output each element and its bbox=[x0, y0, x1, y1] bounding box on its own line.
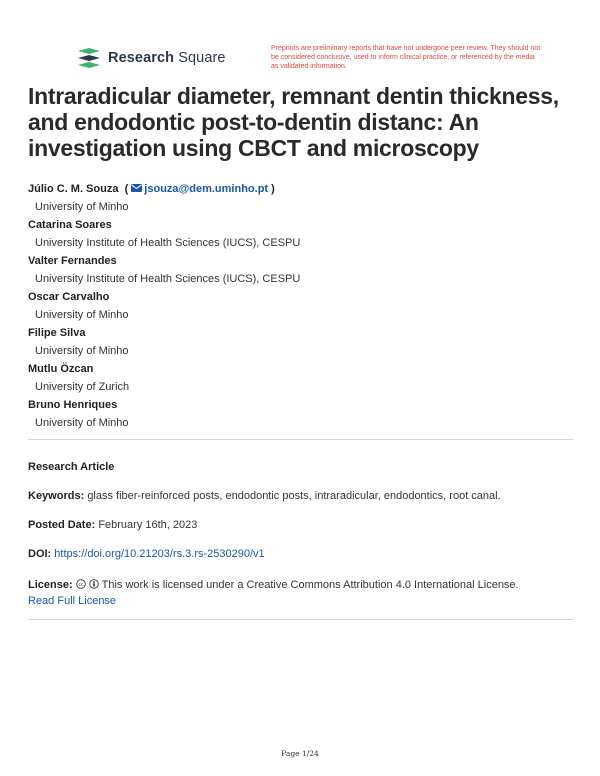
author-email-link[interactable]: jsouza@dem.uminho.pt bbox=[144, 183, 269, 195]
author-name: Oscar Carvalho bbox=[28, 291, 110, 303]
logo-text: Research Square bbox=[108, 50, 226, 66]
author-name: Valter Fernandes bbox=[28, 255, 117, 267]
article-type: Research Article bbox=[28, 461, 115, 473]
author-name: Júlio C. M. Souza ( jsouza@dem.uminho.pt ) bbox=[28, 183, 275, 195]
author-list bbox=[28, 180, 573, 432]
research-square-logo-icon bbox=[76, 47, 102, 69]
attribution-icon bbox=[89, 579, 99, 589]
posted-date: Posted Date: February 16th, 2023 bbox=[28, 519, 198, 531]
author-affiliation: University Institute of Health Sciences (IUCS), CESPU bbox=[35, 237, 301, 249]
author-name: Bruno Henriques bbox=[28, 399, 118, 411]
author-affiliation: University of Minho bbox=[35, 345, 129, 357]
doi-link[interactable]: https://doi.org/10.21203/rs.3.rs-2530290/v1 bbox=[54, 548, 265, 560]
creative-commons-icon bbox=[76, 579, 86, 589]
author-affiliation: University Institute of Health Sciences (IUCS), CESPU bbox=[35, 273, 301, 285]
author-name: Filipe Silva bbox=[28, 327, 86, 339]
svg-text:cc: cc bbox=[78, 582, 84, 588]
author-affiliation: University of Minho bbox=[35, 309, 129, 321]
page-number: Page 1/24 bbox=[281, 749, 319, 758]
author-name: Mutlu Özcan bbox=[28, 363, 94, 375]
section-divider bbox=[28, 619, 573, 620]
keywords: Keywords: glass fiber-reinforced posts, endodontic posts, intraradicular, endodontics, root canal. bbox=[28, 490, 501, 502]
author-name: Catarina Soares bbox=[28, 219, 112, 231]
research-square-logo[interactable] bbox=[76, 47, 226, 69]
license: License: cc This work is licensed under a Creative Commons Attribution 4.0 International License. Read Full License bbox=[28, 579, 519, 607]
read-full-license-link[interactable]: Read Full License bbox=[28, 595, 117, 607]
doi: DOI: https://doi.org/10.21203/rs.3.rs-2530290/v1 bbox=[28, 548, 265, 560]
section-divider bbox=[28, 439, 573, 440]
mail-icon bbox=[131, 184, 142, 192]
author-affiliation: University of Zurich bbox=[35, 381, 130, 393]
preprint-disclaimer: Preprints are preliminary reports that have not undergone peer review. They should not be considered conclusive, used to inform clinical practice, or referenced by the media as validated information. bbox=[271, 45, 541, 70]
author-affiliation: University of Minho bbox=[35, 417, 129, 429]
author-affiliation: University of Minho bbox=[35, 201, 129, 213]
paper-title: Intraradicular diameter, remnant dentin thickness, and endodontic post-to-dentin distanc: An investigation using CBCT and microscopy bbox=[28, 83, 559, 161]
